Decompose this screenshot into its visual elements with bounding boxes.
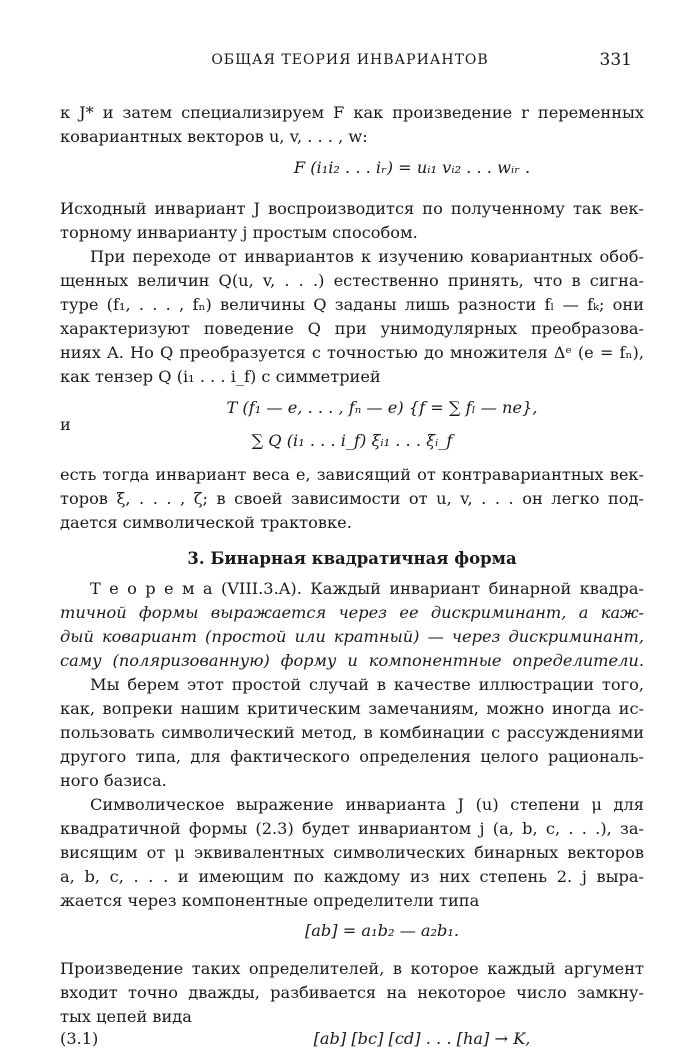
text-line: как тензер Q (i₁ . . . i_f) с симметрией: [60, 367, 381, 386]
page-number: 331: [599, 50, 632, 70]
text-line: к J* и затем специализируем F как произведение r переменных: [60, 103, 644, 122]
text-line: торному инварианту j простым способом.: [60, 223, 418, 242]
formula: [ab] = a₁b₂ — a₂b₁.: [304, 921, 460, 940]
text-line: висящим от μ эквивалентных символических бинарных векторов: [60, 843, 644, 862]
theorem-line: тичной формы выражается через ее дискриминант, а каж-: [60, 603, 644, 622]
text-line: щенных величин Q(u, v, . . .) естественно принять, что в сигна-: [60, 271, 644, 290]
text-line: тых цепей вида: [60, 1007, 192, 1026]
formula: T (f₁ — e, . . . , fₙ — e) {f = ∑ fₗ — ne},: [226, 398, 538, 417]
theorem-line: дый ковариант (простой или кратный) — через дискриминант,: [60, 627, 644, 646]
text-line: Символическое выражение инварианта J (u) степени μ для: [90, 795, 644, 814]
equation-label: (3.1): [60, 1029, 99, 1048]
text-line: a, b, c, . . . и имеющим по каждому из них степень 2. j выра-: [60, 867, 644, 886]
text-line: Мы берем этот простой случай в качестве иллюстрации того,: [90, 675, 644, 694]
formula: F (i₁i₂ . . . iᵣ) = uᵢ₁ vᵢ₂ . . . wᵢᵣ .: [293, 158, 531, 177]
formula: [ab] [bc] [cd] . . . [ha] → K,: [313, 1029, 531, 1048]
formula: ∑ Q (i₁ . . . i_f) ξᵢ₁ . . . ξᵢ_f: [251, 431, 453, 450]
text-line: как, вопреки нашим критическим замечаниям, можно иногда ис-: [60, 699, 644, 718]
text-line: торов ξ, . . . , ζ; в своей зависимости от u, v, . . . он легко под-: [60, 489, 644, 508]
theorem-line: Т е о р е м а (VIII.3.A). Каждый инвариант бинарной квадра-: [90, 579, 644, 598]
running-header: ОБЩАЯ ТЕОРИЯ ИНВАРИАНТОВ: [211, 52, 489, 68]
text-line: Исходный инвариант J воспроизводится по полученному так век-: [60, 199, 644, 218]
text-line: Произведение таких определителей, в которое каждый аргумент: [60, 959, 644, 978]
text-line: другого типа, для фактического определения целого рациональ-: [60, 747, 644, 766]
section-heading: 3. Бинарная квадратичная форма: [187, 549, 517, 568]
text-line: и: [60, 415, 71, 434]
theorem-line: саму (поляризованную) форму и компонентные определители.: [60, 651, 644, 670]
text-line: квадратичной формы (2.3) будет инвариантом j (a, b, c, . . .), за-: [60, 819, 644, 838]
text-line: При переходе от инвариантов к изучению ковариантных обоб-: [90, 247, 644, 266]
text-line: характеризуют поведение Q при унимодулярных преобразова-: [60, 319, 644, 338]
text-line: входит точно дважды, разбивается на некоторое число замкну-: [60, 983, 644, 1002]
text-line: ного базиса.: [60, 771, 167, 790]
text-line: дается символической трактовке.: [60, 513, 352, 532]
text-line: туре (f₁, . . . , fₙ) величины Q заданы лишь разности fₗ — fₖ; они: [60, 295, 644, 314]
text-line: пользовать символический метод, в комбинации с рассуждениями: [60, 723, 644, 742]
text-line: жается через компонентные определители типа: [60, 891, 480, 910]
text-line: ниях A. Но Q преобразуется с точностью до множителя Δᵉ (e = fₙ),: [60, 343, 644, 362]
text-line: есть тогда инвариант веса e, зависящий от контравариантных век-: [60, 465, 644, 484]
text-line: ковариантных векторов u, v, . . . , w:: [60, 127, 368, 146]
